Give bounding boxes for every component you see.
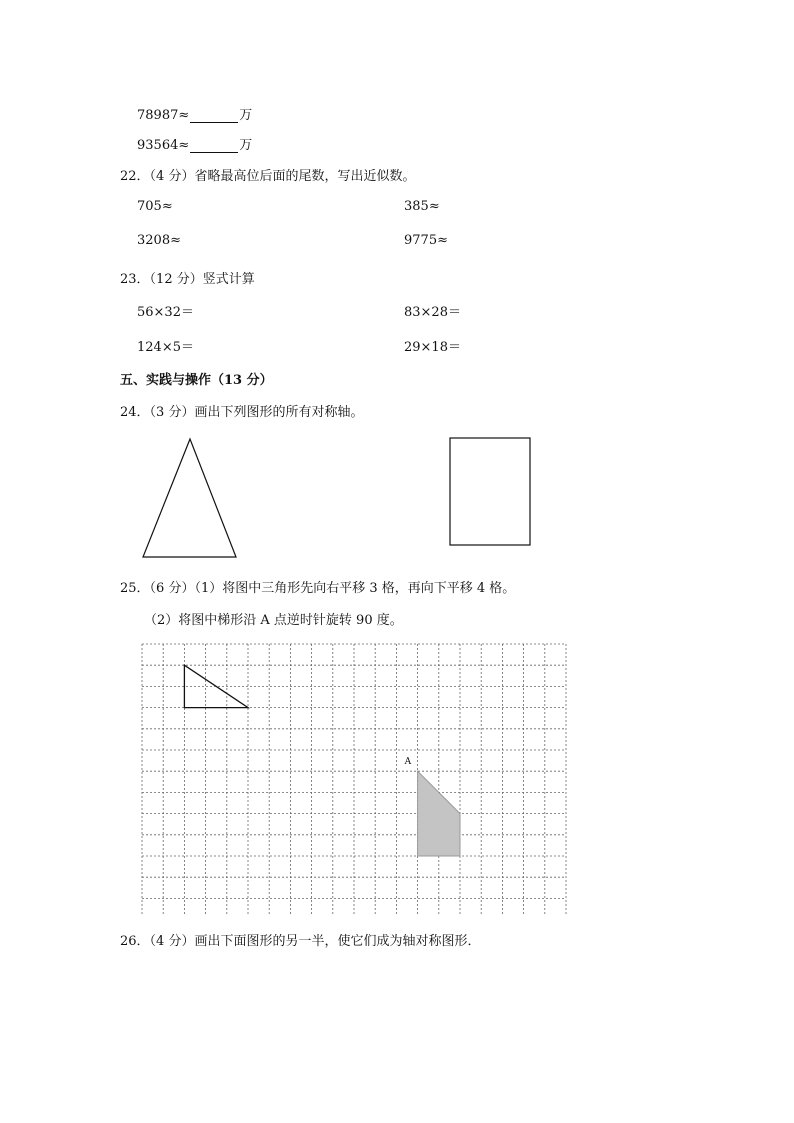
- q22-title: 22．（4 分）省略最高位后面的尾数，写出近似数。: [120, 169, 416, 184]
- q21-row-1: [137, 104, 252, 123]
- trapezoid-shape: [418, 771, 460, 856]
- q25-sub2: （2）将图中梯形沿 A 点逆时针旋转 90 度。: [144, 613, 403, 628]
- point-a-label: A: [404, 757, 412, 768]
- q24-title: 24．（3 分）画出下列图形的所有对称轴。: [120, 405, 364, 420]
- q25-title: 25．（6 分）（1）将图中三角形先向右平移 3 格，再向下平移 4 格。: [120, 581, 516, 596]
- rectangle-figure: [448, 436, 534, 548]
- q22-item-1: 705≈: [137, 199, 173, 214]
- q23-item-3: 124×5＝: [137, 340, 194, 355]
- square-grid: [141, 643, 571, 915]
- q23-title: 23．（12 分）竖式计算: [120, 272, 255, 287]
- rectangle-shape: [450, 438, 530, 545]
- answer-blank[interactable]: [190, 138, 238, 153]
- q22-item-4: 9775≈: [404, 233, 448, 248]
- q21-number: 93564≈: [137, 138, 190, 153]
- q23-item-1: 56×32＝: [137, 305, 194, 320]
- isosceles-triangle-figure: [140, 436, 240, 560]
- q23-item-4: 29×18＝: [404, 340, 461, 355]
- q21-unit: 万: [239, 108, 253, 123]
- q21-row-2: [137, 134, 252, 153]
- section-title: 五、实践与操作（13 分）: [120, 373, 273, 388]
- q26-title: 26．（4 分）画出下面图形的另一半，使它们成为轴对称图形．: [120, 934, 481, 949]
- q23-item-2: 83×28＝: [404, 305, 461, 320]
- q22-item-2: 385≈: [404, 199, 440, 214]
- answer-blank[interactable]: [190, 108, 238, 123]
- q21-number: 78987≈: [137, 108, 190, 123]
- q22-item-3: 3208≈: [137, 233, 181, 248]
- q21-unit: 万: [239, 138, 253, 153]
- triangle-shape: [143, 439, 236, 557]
